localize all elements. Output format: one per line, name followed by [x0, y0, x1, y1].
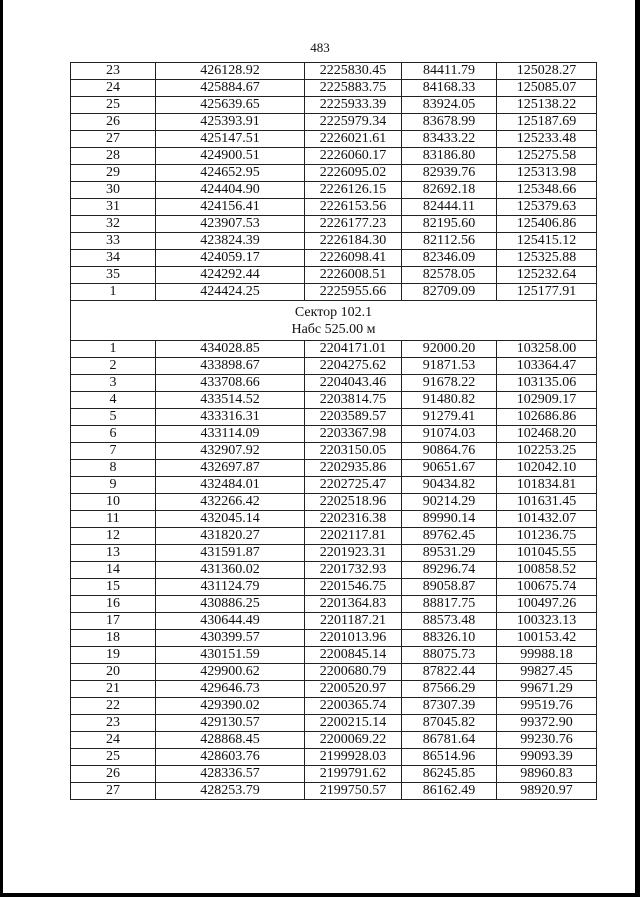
x-coordinate-cell: 428868.45	[156, 732, 305, 749]
y-coordinate-cell: 2226153.56	[305, 199, 402, 216]
x-coordinate-cell: 424404.90	[156, 182, 305, 199]
y-coordinate-cell: 2226060.17	[305, 148, 402, 165]
x-local-cell: 89762.45	[402, 528, 497, 545]
x-local-cell: 89531.29	[402, 545, 497, 562]
y-local-cell: 102686.86	[497, 409, 597, 426]
y-local-cell: 99372.90	[497, 715, 597, 732]
y-local-cell: 99988.18	[497, 647, 597, 664]
x-local-cell: 89990.14	[402, 511, 497, 528]
section-subtitle: Набс 525.00 м	[291, 322, 376, 337]
y-coordinate-cell: 2225979.34	[305, 114, 402, 131]
x-local-cell: 87822.44	[402, 664, 497, 681]
y-coordinate-cell: 2201923.31	[305, 545, 402, 562]
table-row	[71, 494, 597, 511]
y-coordinate-cell: 2204043.46	[305, 375, 402, 392]
y-coordinate-cell: 2225955.66	[305, 284, 402, 301]
x-local-cell: 89296.74	[402, 562, 497, 579]
y-coordinate-cell: 2199928.03	[305, 749, 402, 766]
table-body-before	[71, 63, 597, 301]
y-local-cell: 98920.97	[497, 783, 597, 800]
y-local-cell: 125085.07	[497, 80, 597, 97]
section-header-row	[71, 301, 597, 341]
section-header-group	[71, 301, 597, 341]
y-coordinate-cell: 2204275.62	[305, 358, 402, 375]
y-local-cell: 102253.25	[497, 443, 597, 460]
table-row	[71, 148, 597, 165]
point-number-cell: 12	[71, 528, 156, 545]
x-coordinate-cell: 423907.53	[156, 216, 305, 233]
scan-edge-right	[635, 0, 640, 897]
x-coordinate-cell: 424156.41	[156, 199, 305, 216]
y-coordinate-cell: 2201364.83	[305, 596, 402, 613]
x-coordinate-cell: 425884.67	[156, 80, 305, 97]
point-number-cell: 25	[71, 97, 156, 114]
table-row	[71, 732, 597, 749]
point-number-cell: 13	[71, 545, 156, 562]
table-row	[71, 477, 597, 494]
x-local-cell: 86245.85	[402, 766, 497, 783]
y-coordinate-cell: 2225883.75	[305, 80, 402, 97]
point-number-cell: 5	[71, 409, 156, 426]
x-local-cell: 91279.41	[402, 409, 497, 426]
x-coordinate-cell: 432484.01	[156, 477, 305, 494]
x-coordinate-cell: 424424.25	[156, 284, 305, 301]
x-coordinate-cell: 428253.79	[156, 783, 305, 800]
y-coordinate-cell: 2199750.57	[305, 783, 402, 800]
y-local-cell: 125028.27	[497, 63, 597, 80]
x-local-cell: 82444.11	[402, 199, 497, 216]
x-coordinate-cell: 425147.51	[156, 131, 305, 148]
table-row	[71, 97, 597, 114]
point-number-cell: 6	[71, 426, 156, 443]
point-number-cell: 17	[71, 613, 156, 630]
table-row	[71, 426, 597, 443]
y-local-cell: 125275.58	[497, 148, 597, 165]
y-coordinate-cell: 2202117.81	[305, 528, 402, 545]
table-row	[71, 715, 597, 732]
table-row	[71, 511, 597, 528]
x-coordinate-cell: 425639.65	[156, 97, 305, 114]
table-row	[71, 80, 597, 97]
x-local-cell: 88326.10	[402, 630, 497, 647]
x-local-cell: 82939.76	[402, 165, 497, 182]
x-local-cell: 83433.22	[402, 131, 497, 148]
x-coordinate-cell: 424292.44	[156, 267, 305, 284]
y-coordinate-cell: 2204171.01	[305, 341, 402, 358]
x-local-cell: 91074.03	[402, 426, 497, 443]
point-number-cell: 34	[71, 250, 156, 267]
point-number-cell: 33	[71, 233, 156, 250]
x-coordinate-cell: 425393.91	[156, 114, 305, 131]
x-local-cell: 90434.82	[402, 477, 497, 494]
x-local-cell: 91678.22	[402, 375, 497, 392]
x-coordinate-cell: 429900.62	[156, 664, 305, 681]
table-row	[71, 392, 597, 409]
point-number-cell: 14	[71, 562, 156, 579]
x-coordinate-cell: 431591.87	[156, 545, 305, 562]
y-coordinate-cell: 2200365.74	[305, 698, 402, 715]
x-coordinate-cell: 423824.39	[156, 233, 305, 250]
table-row	[71, 233, 597, 250]
x-coordinate-cell: 424652.95	[156, 165, 305, 182]
table-row	[71, 182, 597, 199]
y-local-cell: 125232.64	[497, 267, 597, 284]
point-number-cell: 31	[71, 199, 156, 216]
table-row	[71, 460, 597, 477]
x-coordinate-cell: 430886.25	[156, 596, 305, 613]
point-number-cell: 23	[71, 715, 156, 732]
x-coordinate-cell: 432045.14	[156, 511, 305, 528]
table-row	[71, 165, 597, 182]
point-number-cell: 25	[71, 749, 156, 766]
point-number-cell: 18	[71, 630, 156, 647]
x-coordinate-cell: 430644.49	[156, 613, 305, 630]
table-row	[71, 749, 597, 766]
point-number-cell: 26	[71, 766, 156, 783]
table-row	[71, 216, 597, 233]
x-local-cell: 88817.75	[402, 596, 497, 613]
y-local-cell: 101834.81	[497, 477, 597, 494]
y-coordinate-cell: 2201013.96	[305, 630, 402, 647]
point-number-cell: 30	[71, 182, 156, 199]
table-row	[71, 613, 597, 630]
y-local-cell: 102909.17	[497, 392, 597, 409]
point-number-cell: 7	[71, 443, 156, 460]
table-row	[71, 681, 597, 698]
x-coordinate-cell: 429130.57	[156, 715, 305, 732]
x-coordinate-cell: 432266.42	[156, 494, 305, 511]
x-local-cell: 82112.56	[402, 233, 497, 250]
y-coordinate-cell: 2225933.39	[305, 97, 402, 114]
point-number-cell: 27	[71, 131, 156, 148]
y-local-cell: 125233.48	[497, 131, 597, 148]
x-coordinate-cell: 433316.31	[156, 409, 305, 426]
x-coordinate-cell: 432907.92	[156, 443, 305, 460]
y-local-cell: 125313.98	[497, 165, 597, 182]
table-row	[71, 63, 597, 80]
scan-edge-left	[0, 0, 3, 897]
x-local-cell: 92000.20	[402, 341, 497, 358]
x-local-cell: 84411.79	[402, 63, 497, 80]
section-header-cell	[71, 301, 597, 341]
table-row	[71, 250, 597, 267]
y-coordinate-cell: 2201546.75	[305, 579, 402, 596]
x-local-cell: 87566.29	[402, 681, 497, 698]
x-coordinate-cell: 431124.79	[156, 579, 305, 596]
x-local-cell: 87307.39	[402, 698, 497, 715]
point-number-cell: 15	[71, 579, 156, 596]
y-local-cell: 98960.83	[497, 766, 597, 783]
point-number-cell: 3	[71, 375, 156, 392]
point-number-cell: 24	[71, 80, 156, 97]
x-local-cell: 86162.49	[402, 783, 497, 800]
y-coordinate-cell: 2202316.38	[305, 511, 402, 528]
x-coordinate-cell: 429646.73	[156, 681, 305, 698]
point-number-cell: 20	[71, 664, 156, 681]
x-local-cell: 83678.99	[402, 114, 497, 131]
table-row	[71, 630, 597, 647]
x-local-cell: 87045.82	[402, 715, 497, 732]
x-local-cell: 89058.87	[402, 579, 497, 596]
y-local-cell: 125187.69	[497, 114, 597, 131]
x-local-cell: 83186.80	[402, 148, 497, 165]
y-coordinate-cell: 2226098.41	[305, 250, 402, 267]
x-local-cell: 90214.29	[402, 494, 497, 511]
table-row	[71, 114, 597, 131]
x-coordinate-cell: 433708.66	[156, 375, 305, 392]
y-coordinate-cell: 2199791.62	[305, 766, 402, 783]
point-number-cell: 1	[71, 341, 156, 358]
point-number-cell: 23	[71, 63, 156, 80]
table-row	[71, 284, 597, 301]
y-local-cell: 125348.66	[497, 182, 597, 199]
x-local-cell: 90864.76	[402, 443, 497, 460]
y-local-cell: 100497.26	[497, 596, 597, 613]
y-local-cell: 101236.75	[497, 528, 597, 545]
section-title: Сектор 102.1	[294, 305, 373, 320]
x-coordinate-cell: 432697.87	[156, 460, 305, 477]
y-coordinate-cell: 2226177.23	[305, 216, 402, 233]
x-coordinate-cell: 431820.27	[156, 528, 305, 545]
scan-edge-bottom	[0, 893, 640, 897]
y-local-cell: 125379.63	[497, 199, 597, 216]
y-local-cell: 125325.88	[497, 250, 597, 267]
x-local-cell: 86514.96	[402, 749, 497, 766]
y-local-cell: 100323.13	[497, 613, 597, 630]
point-number-cell: 35	[71, 267, 156, 284]
x-local-cell: 91871.53	[402, 358, 497, 375]
y-coordinate-cell: 2226184.30	[305, 233, 402, 250]
table-row	[71, 443, 597, 460]
x-local-cell: 88573.48	[402, 613, 497, 630]
y-coordinate-cell: 2226021.61	[305, 131, 402, 148]
table-body-after	[71, 341, 597, 800]
y-coordinate-cell: 2200520.97	[305, 681, 402, 698]
point-number-cell: 11	[71, 511, 156, 528]
table-row	[71, 131, 597, 148]
x-coordinate-cell: 424059.17	[156, 250, 305, 267]
point-number-cell: 32	[71, 216, 156, 233]
table-row	[71, 199, 597, 216]
x-coordinate-cell: 430151.59	[156, 647, 305, 664]
x-coordinate-cell: 428603.76	[156, 749, 305, 766]
y-local-cell: 100858.52	[497, 562, 597, 579]
table-row	[71, 562, 597, 579]
x-local-cell: 82578.05	[402, 267, 497, 284]
y-coordinate-cell: 2225830.45	[305, 63, 402, 80]
y-coordinate-cell: 2203367.98	[305, 426, 402, 443]
y-coordinate-cell: 2201732.93	[305, 562, 402, 579]
x-coordinate-cell: 426128.92	[156, 63, 305, 80]
table-row	[71, 579, 597, 596]
point-number-cell: 16	[71, 596, 156, 613]
page-number: 483	[310, 40, 330, 55]
point-number-cell: 22	[71, 698, 156, 715]
y-local-cell: 99827.45	[497, 664, 597, 681]
x-local-cell: 86781.64	[402, 732, 497, 749]
x-local-cell: 84168.33	[402, 80, 497, 97]
x-coordinate-cell: 433898.67	[156, 358, 305, 375]
y-local-cell: 102468.20	[497, 426, 597, 443]
point-number-cell: 28	[71, 148, 156, 165]
table-row	[71, 409, 597, 426]
y-local-cell: 125138.22	[497, 97, 597, 114]
y-local-cell: 125406.86	[497, 216, 597, 233]
x-coordinate-cell: 428336.57	[156, 766, 305, 783]
table-row	[71, 766, 597, 783]
table-row	[71, 358, 597, 375]
y-coordinate-cell: 2203589.57	[305, 409, 402, 426]
y-local-cell: 100153.42	[497, 630, 597, 647]
x-local-cell: 88075.73	[402, 647, 497, 664]
y-local-cell: 102042.10	[497, 460, 597, 477]
point-number-cell: 1	[71, 284, 156, 301]
y-coordinate-cell: 2201187.21	[305, 613, 402, 630]
x-local-cell: 82346.09	[402, 250, 497, 267]
x-local-cell: 83924.05	[402, 97, 497, 114]
y-local-cell: 103135.06	[497, 375, 597, 392]
y-local-cell: 125177.91	[497, 284, 597, 301]
y-coordinate-cell: 2200069.22	[305, 732, 402, 749]
y-coordinate-cell: 2200680.79	[305, 664, 402, 681]
y-local-cell: 100675.74	[497, 579, 597, 596]
y-local-cell: 103258.00	[497, 341, 597, 358]
x-local-cell: 91480.82	[402, 392, 497, 409]
y-coordinate-cell: 2226095.02	[305, 165, 402, 182]
table-row	[71, 267, 597, 284]
point-number-cell: 8	[71, 460, 156, 477]
table-row	[71, 375, 597, 392]
y-local-cell: 101631.45	[497, 494, 597, 511]
x-coordinate-cell: 424900.51	[156, 148, 305, 165]
table-row	[71, 698, 597, 715]
y-local-cell: 101045.55	[497, 545, 597, 562]
y-coordinate-cell: 2226126.15	[305, 182, 402, 199]
point-number-cell: 26	[71, 114, 156, 131]
x-coordinate-cell: 429390.02	[156, 698, 305, 715]
x-coordinate-cell: 430399.57	[156, 630, 305, 647]
point-number-cell: 27	[71, 783, 156, 800]
y-coordinate-cell: 2202518.96	[305, 494, 402, 511]
x-coordinate-cell: 431360.02	[156, 562, 305, 579]
y-local-cell: 99671.29	[497, 681, 597, 698]
y-coordinate-cell: 2202725.47	[305, 477, 402, 494]
point-number-cell: 4	[71, 392, 156, 409]
x-coordinate-cell: 434028.85	[156, 341, 305, 358]
point-number-cell: 21	[71, 681, 156, 698]
table-row	[71, 647, 597, 664]
y-local-cell: 99230.76	[497, 732, 597, 749]
table-row	[71, 528, 597, 545]
y-coordinate-cell: 2202935.86	[305, 460, 402, 477]
point-number-cell: 2	[71, 358, 156, 375]
point-number-cell: 29	[71, 165, 156, 182]
x-local-cell: 82709.09	[402, 284, 497, 301]
point-number-cell: 9	[71, 477, 156, 494]
y-local-cell: 99093.39	[497, 749, 597, 766]
y-coordinate-cell: 2200845.14	[305, 647, 402, 664]
point-number-cell: 10	[71, 494, 156, 511]
y-coordinate-cell: 2226008.51	[305, 267, 402, 284]
x-local-cell: 82692.18	[402, 182, 497, 199]
table-row	[71, 664, 597, 681]
table-row	[71, 596, 597, 613]
table-row	[71, 545, 597, 562]
x-local-cell: 82195.60	[402, 216, 497, 233]
x-coordinate-cell: 433114.09	[156, 426, 305, 443]
table-row	[71, 341, 597, 358]
y-local-cell: 125415.12	[497, 233, 597, 250]
point-number-cell: 19	[71, 647, 156, 664]
y-local-cell: 103364.47	[497, 358, 597, 375]
coordinates-table	[70, 62, 597, 800]
y-local-cell: 99519.76	[497, 698, 597, 715]
point-number-cell: 24	[71, 732, 156, 749]
x-coordinate-cell: 433514.52	[156, 392, 305, 409]
y-local-cell: 101432.07	[497, 511, 597, 528]
table-row	[71, 783, 597, 800]
y-coordinate-cell: 2203150.05	[305, 443, 402, 460]
y-coordinate-cell: 2203814.75	[305, 392, 402, 409]
y-coordinate-cell: 2200215.14	[305, 715, 402, 732]
x-local-cell: 90651.67	[402, 460, 497, 477]
